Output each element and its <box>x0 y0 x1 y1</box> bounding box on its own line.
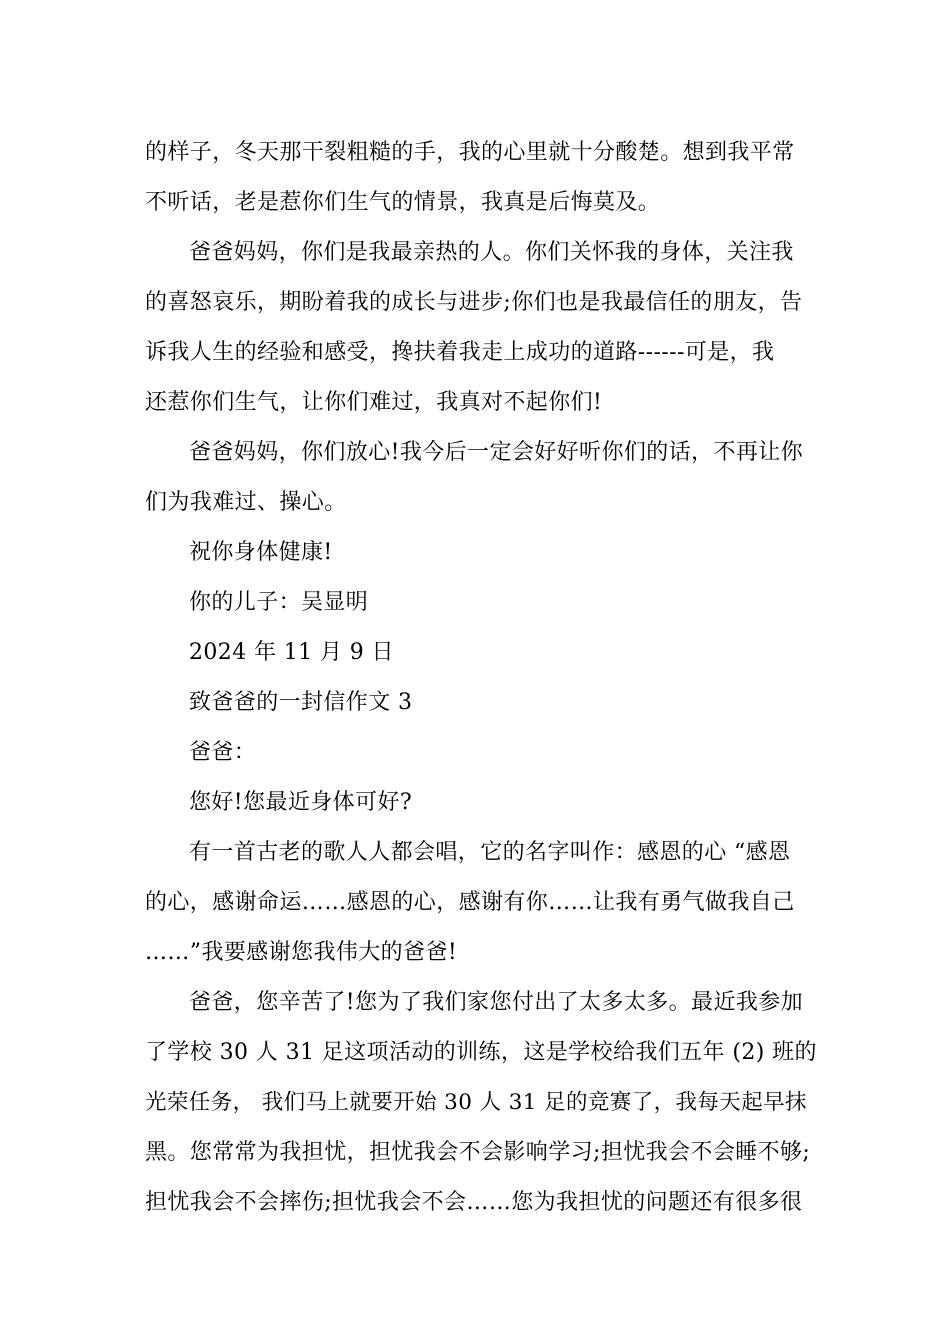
paragraph-start-line: 有一首古老的歌人人都会唱，它的名字叫作：感恩的心 “感恩 <box>189 840 791 865</box>
paragraph-start-line: 爸爸妈妈，你们放心!我今后一定会好好听你们的话，不再让你 <box>189 440 804 465</box>
section-title: 致爸爸的一封信作文 3 <box>189 690 413 715</box>
salutation: 爸爸： <box>189 740 257 765</box>
text-line: 了学校 30 人 31 足这项活动的训练，这是学校给我们五年 (2) 班的 <box>145 1040 817 1065</box>
text-line: 担忧我会不会摔伤;担忧我会不会……您为我担忧的问题还有很多很 <box>145 1190 803 1215</box>
letter-body <box>145 128 820 1228</box>
text-line: 还惹你们生气，让你们难过，我真对不起你们! <box>145 390 603 415</box>
paragraph-start-line: 爸爸妈妈，你们是我最亲热的人。你们关怀我的身体，关注我 <box>189 240 794 265</box>
date-line: 2024 年 11 月 9 日 <box>189 640 394 665</box>
text-line: 们为我难过、操心。 <box>145 490 347 515</box>
closing-wish: 祝你身体健康! <box>189 540 333 565</box>
text-line: 光荣任务， 我们马上就要开始 30 人 31 足的竞赛了，我每天起早抹 <box>145 1090 807 1115</box>
text-line: ……”我要感谢您我伟大的爸爸! <box>145 940 458 965</box>
text-line: 的样子，冬天那干裂粗糙的手，我的心里就十分酸楚。想到我平常 <box>145 140 795 165</box>
text-line: 诉我人生的经验和感受，搀扶着我走上成功的道路------可是，我 <box>145 340 775 365</box>
text-line: 黑。您常常为我担忧，担忧我会不会影响学习;担忧我会不会睡不够; <box>145 1140 811 1165</box>
text-line: 的心，感谢命运……感恩的心，感谢有你……让我有勇气做我自己 <box>145 890 795 915</box>
greeting-line: 您好!您最近身体可好? <box>189 790 413 815</box>
text-line: 的喜怒哀乐，期盼着我的成长与进步;你们也是我最信任的朋友，告 <box>145 290 803 315</box>
signature-line: 你的儿子：吴显明 <box>189 590 369 615</box>
text-line: 不听话，老是惹你们生气的情景，我真是后悔莫及。 <box>145 190 661 215</box>
paragraph-start-line: 爸爸，您辛苦了!您为了我们家您付出了太多太多。最近我参加 <box>189 990 804 1015</box>
